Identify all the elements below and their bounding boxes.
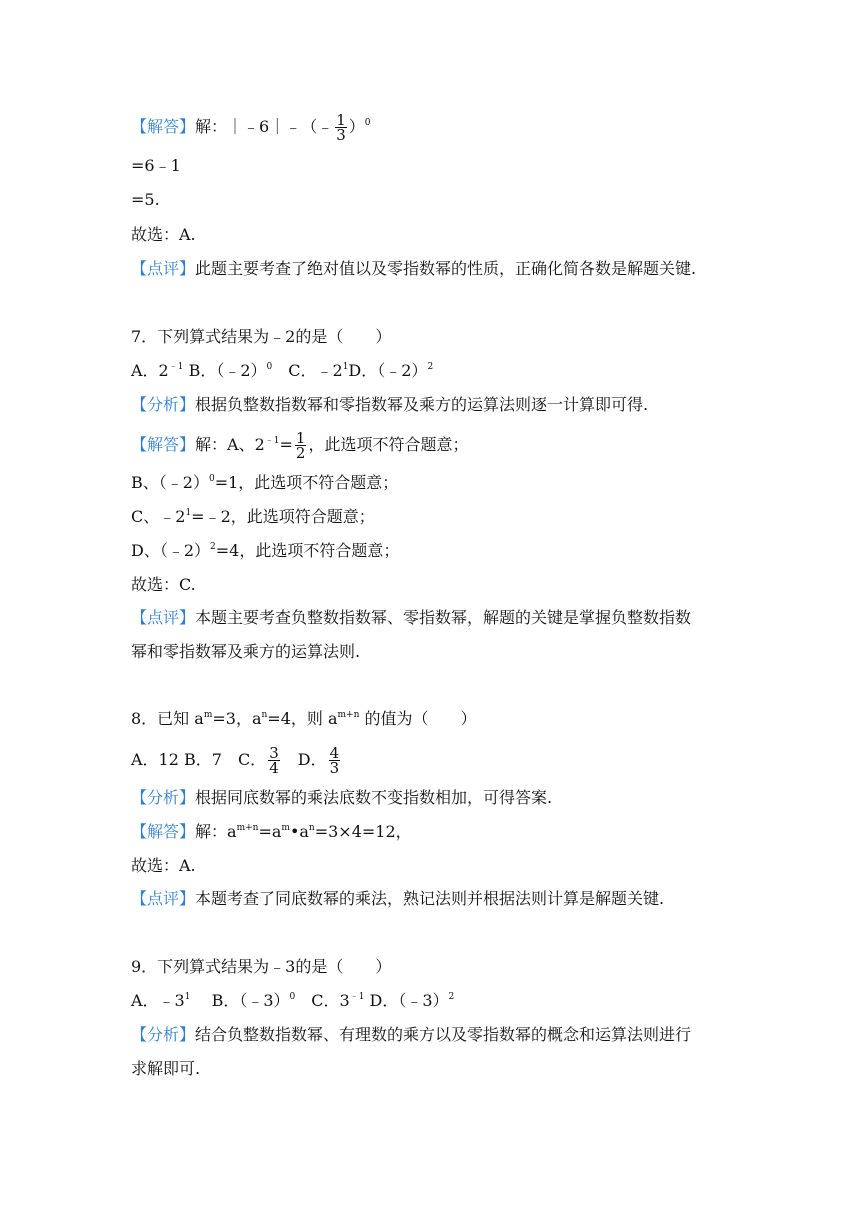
q6-comment: 【点评】此题主要考查了绝对值以及零指数幂的性质，正确化简各数是解题关键.	[131, 259, 697, 278]
answer-tag: 【解答】	[131, 822, 196, 841]
q8-comment: 【点评】本题考查了同底数幂的乘法，熟记法则并根据法则计算是解题关键.	[131, 889, 665, 908]
q7-analysis: 【分析】根据负整数指数幂和零指数幂及乘方的运算法则逐一计算即可得.	[131, 395, 649, 414]
q7-solution-a: 【解答】解：A、$2^{﹣1}=$ $\frac{1}{2}$ ，此选项不符合题意；	[131, 429, 469, 462]
q9-analysis-cont: 求解即可.	[131, 1059, 201, 1078]
analysis-tag: 【分析】	[131, 788, 196, 807]
q7-comment-cont: 幂和零指数幂及乘方的运算法则.	[131, 642, 361, 661]
q6-solution: 【解答】解：｜﹣6｜﹣（﹣ $\frac{1}{3}$ ）$^0$	[131, 111, 371, 144]
fraction: $\frac{1}{3}$	[336, 111, 346, 144]
q7-solution-d: D、（﹣2）$^2$=4，此选项不符合题意；	[131, 541, 400, 560]
q7-options: A．$2^{﹣1}$ B．（﹣2）$^0$ C．$﹣2^1D$．（﹣2）$^2$	[131, 361, 434, 380]
comment-tag: 【点评】	[131, 889, 196, 908]
q7-stem: 7．下列算式结果为﹣2的是（ ）	[131, 327, 392, 346]
answer-tag: 【解答】	[131, 117, 196, 136]
q6-step-2: =5.	[131, 190, 160, 209]
analysis-tag: 【分析】	[131, 395, 196, 414]
q9-options: A．$﹣3^1$ B．（﹣3）$^0$ C．$3^{﹣1}$ D．（﹣3）$^2$	[131, 991, 455, 1010]
analysis-tag: 【分析】	[131, 1025, 196, 1044]
comment-tag: 【点评】	[131, 608, 196, 627]
comment-tag: 【点评】	[131, 259, 196, 278]
q8-stem: 8．已知 $a^m=3$，$a^n=4$，则 $a^{m+n}$ 的值为（ ）	[131, 709, 477, 728]
fraction: $\frac{3}{4}$	[269, 744, 279, 777]
q9-analysis: 【分析】结合负整数指数幂、有理数的乘方以及零指数幂的概念和运算法则进行	[131, 1025, 692, 1044]
q8-analysis: 【分析】根据同底数幂的乘法底数不变指数相加，可得答案.	[131, 788, 553, 807]
q6-step-1: =6﹣1	[131, 156, 181, 175]
q7-solution-c: C、$﹣2^1=﹣2$，此选项符合题意；	[131, 507, 375, 526]
q8-choice: 故选：A.	[131, 856, 196, 875]
q7-comment: 【点评】本题主要考查负整数指数幂、零指数幂，解题的关键是掌握负整数指数	[131, 608, 692, 627]
q8-solution: 【解答】解：$a^{m+n}=a^m•a^n=3\times 4=12$，	[131, 822, 412, 841]
fraction: $\frac{1}{2}$	[295, 429, 306, 462]
fraction: $\frac{4}{3}$	[329, 744, 340, 777]
answer-tag: 【解答】	[131, 435, 196, 454]
q8-options: A．12 B．7 C． $\frac{3}{4}$ D． $\frac{4}{3}$	[131, 744, 340, 777]
q9-stem: 9．下列算式结果为﹣3的是（ ）	[131, 957, 392, 976]
q6-choice: 故选：A.	[131, 225, 196, 244]
q7-choice: 故选：C.	[131, 575, 196, 594]
q7-solution-b: B、（﹣2）$^0$=1，此选项不符合题意；	[131, 473, 399, 492]
